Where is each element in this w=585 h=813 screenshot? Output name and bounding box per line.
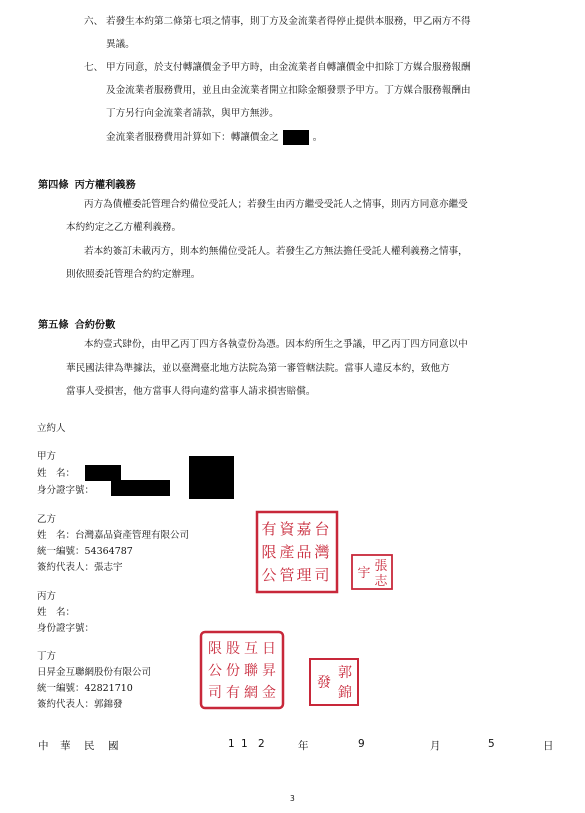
party-c-id-label: 身份證字號： [37, 623, 95, 634]
date-year-digit-1: 1 [228, 738, 235, 750]
date-char-4: 國 [108, 740, 119, 752]
date-month: 9 [358, 738, 365, 750]
clause4-number: 第四條 [38, 179, 69, 191]
fee-line-text: 金流業者服務費用計算如下：轉讓價金之 [106, 132, 279, 143]
date-day-label: 日 [543, 740, 554, 752]
svg-text:發: 發 [317, 675, 331, 691]
svg-text:司: 司 [314, 566, 330, 584]
svg-text:灣: 灣 [314, 543, 330, 561]
svg-text:昇: 昇 [262, 663, 276, 679]
item-number: 七、 [84, 62, 104, 73]
company-seal-party-b [255, 510, 339, 594]
svg-text:公: 公 [208, 663, 222, 679]
item-text: 甲方同意，於支付轉讓價金予甲方時，由金流業者自轉讓價金中扣除丁方媒合服務報酬 [106, 62, 471, 73]
svg-text:台: 台 [314, 520, 330, 538]
clause3-item6 [84, 10, 574, 33]
personal-seal-party-d [308, 657, 360, 707]
clause4-heading [38, 176, 142, 191]
svg-text:張: 張 [374, 559, 388, 574]
date-char-1: 中 [38, 740, 49, 752]
redaction-box [283, 130, 309, 145]
svg-text:限: 限 [261, 543, 277, 561]
svg-text:聯: 聯 [244, 663, 258, 679]
fee-line-end: 。 [312, 132, 323, 143]
clause3-item7-cont2: 丁方另行向金流業者請款，與甲方無涉。 [106, 108, 279, 119]
svg-text:志: 志 [374, 574, 388, 589]
svg-text:資: 資 [279, 520, 295, 538]
item-number: 六、 [84, 16, 104, 27]
svg-text:理: 理 [296, 566, 312, 584]
svg-text:錦: 錦 [338, 685, 352, 701]
clause5-number: 第五條 [38, 319, 69, 331]
svg-text:有: 有 [261, 520, 277, 538]
svg-text:互: 互 [244, 641, 258, 657]
svg-text:日: 日 [262, 641, 276, 657]
clause3-item7-cont1: 及金流業者服務費用，並且由金流業者開立扣除金額發票予甲方。丁方媒合服務報酬由 [106, 85, 471, 96]
party-d-label: 丁方 [37, 651, 57, 662]
party-d-name: 日昇金互聯網股份有限公司 [37, 667, 152, 678]
svg-text:產: 產 [279, 543, 295, 561]
clause5-heading [38, 316, 121, 331]
clause4-title: 丙方權利義務 [74, 179, 136, 191]
clause4-p1-line2: 本約約定之乙方權利義務。 [66, 222, 182, 233]
svg-text:宇: 宇 [357, 566, 371, 581]
svg-text:金: 金 [262, 685, 276, 701]
clause5-p1-line3: 當事人受損害，他方當事人得向違約當事人請求損害賠償。 [66, 386, 316, 397]
party-c-name-label: 姓 名： [37, 607, 76, 618]
party-a-name-label: 姓 名： [37, 468, 76, 479]
party-d-tax-id: 統一編號：42821710 [37, 683, 133, 694]
item-text: 若發生本約第二條第七項之情事，則丁方及金流業者得停止提供本服務，甲乙兩方不得 [106, 16, 471, 27]
svg-text:網: 網 [244, 685, 258, 701]
date-month-label: 月 [430, 740, 441, 752]
clause5-p1-line2: 華民國法律為準據法，並以臺灣臺北地方法院為第一審管轄法院。當事人違反本約，致他方 [66, 363, 450, 374]
signatories-title: 立約人 [37, 423, 66, 434]
company-seal-party-d [199, 630, 285, 710]
clause5-p1-line1: 本約壹式肆份，由甲乙丙丁四方各執壹份為憑。因本約所生之爭議，甲乙丙丁四方同意以中 [84, 339, 468, 350]
party-b-label: 乙方 [37, 514, 57, 525]
party-b-representative: 簽約代表人：張志宇 [37, 562, 123, 573]
svg-text:股: 股 [226, 641, 240, 657]
clause4-p1-line1: 丙方為債權委託管理合約備位受託人；若發生由丙方繼受受託人之情事，則丙方同意亦繼受 [84, 199, 468, 210]
date-year-digit-3: 2 [258, 738, 265, 750]
svg-text:公: 公 [261, 566, 277, 584]
svg-text:限: 限 [208, 641, 222, 657]
date-day: 5 [488, 738, 495, 750]
clause4-p2-line1: 若本約簽訂未載丙方，則本約無備位受託人。若發生乙方無法擔任受託人權利義務之情事， [84, 246, 468, 257]
svg-text:管: 管 [279, 566, 295, 584]
party-a-id-label: 身分證字號： [37, 485, 95, 496]
clause4-p2-line2: 則依照委託管理合約約定辦理。 [66, 269, 201, 280]
party-d-representative: 簽約代表人：郭錦發 [37, 699, 123, 710]
party-a-label: 甲方 [37, 451, 57, 462]
party-c-label: 丙方 [37, 591, 57, 602]
party-a-name-redaction [85, 465, 121, 481]
date-char-2: 華 [60, 740, 71, 752]
svg-text:郭: 郭 [338, 665, 352, 681]
svg-text:份: 份 [226, 663, 240, 679]
date-char-3: 民 [84, 740, 95, 752]
svg-text:有: 有 [226, 685, 240, 701]
date-year-digit-2: 1 [241, 738, 248, 750]
clause3-item7 [84, 56, 574, 79]
svg-text:品: 品 [296, 543, 312, 561]
clause3-item6-cont: 異議。 [106, 39, 135, 50]
personal-seal-party-b [350, 553, 394, 591]
fee-line [106, 126, 322, 149]
svg-text:嘉: 嘉 [296, 520, 312, 538]
date-year-label: 年 [298, 740, 309, 752]
party-b-name: 姓 名：台灣嘉品資產管理有限公司 [37, 530, 190, 541]
party-a-id-redaction [111, 480, 170, 496]
svg-text:司: 司 [208, 685, 222, 701]
party-a-seal-redaction [189, 456, 234, 499]
party-b-tax-id: 統一編號：54364787 [37, 546, 133, 557]
clause5-title: 合約份數 [74, 319, 116, 331]
page-number: 3 [290, 794, 295, 803]
